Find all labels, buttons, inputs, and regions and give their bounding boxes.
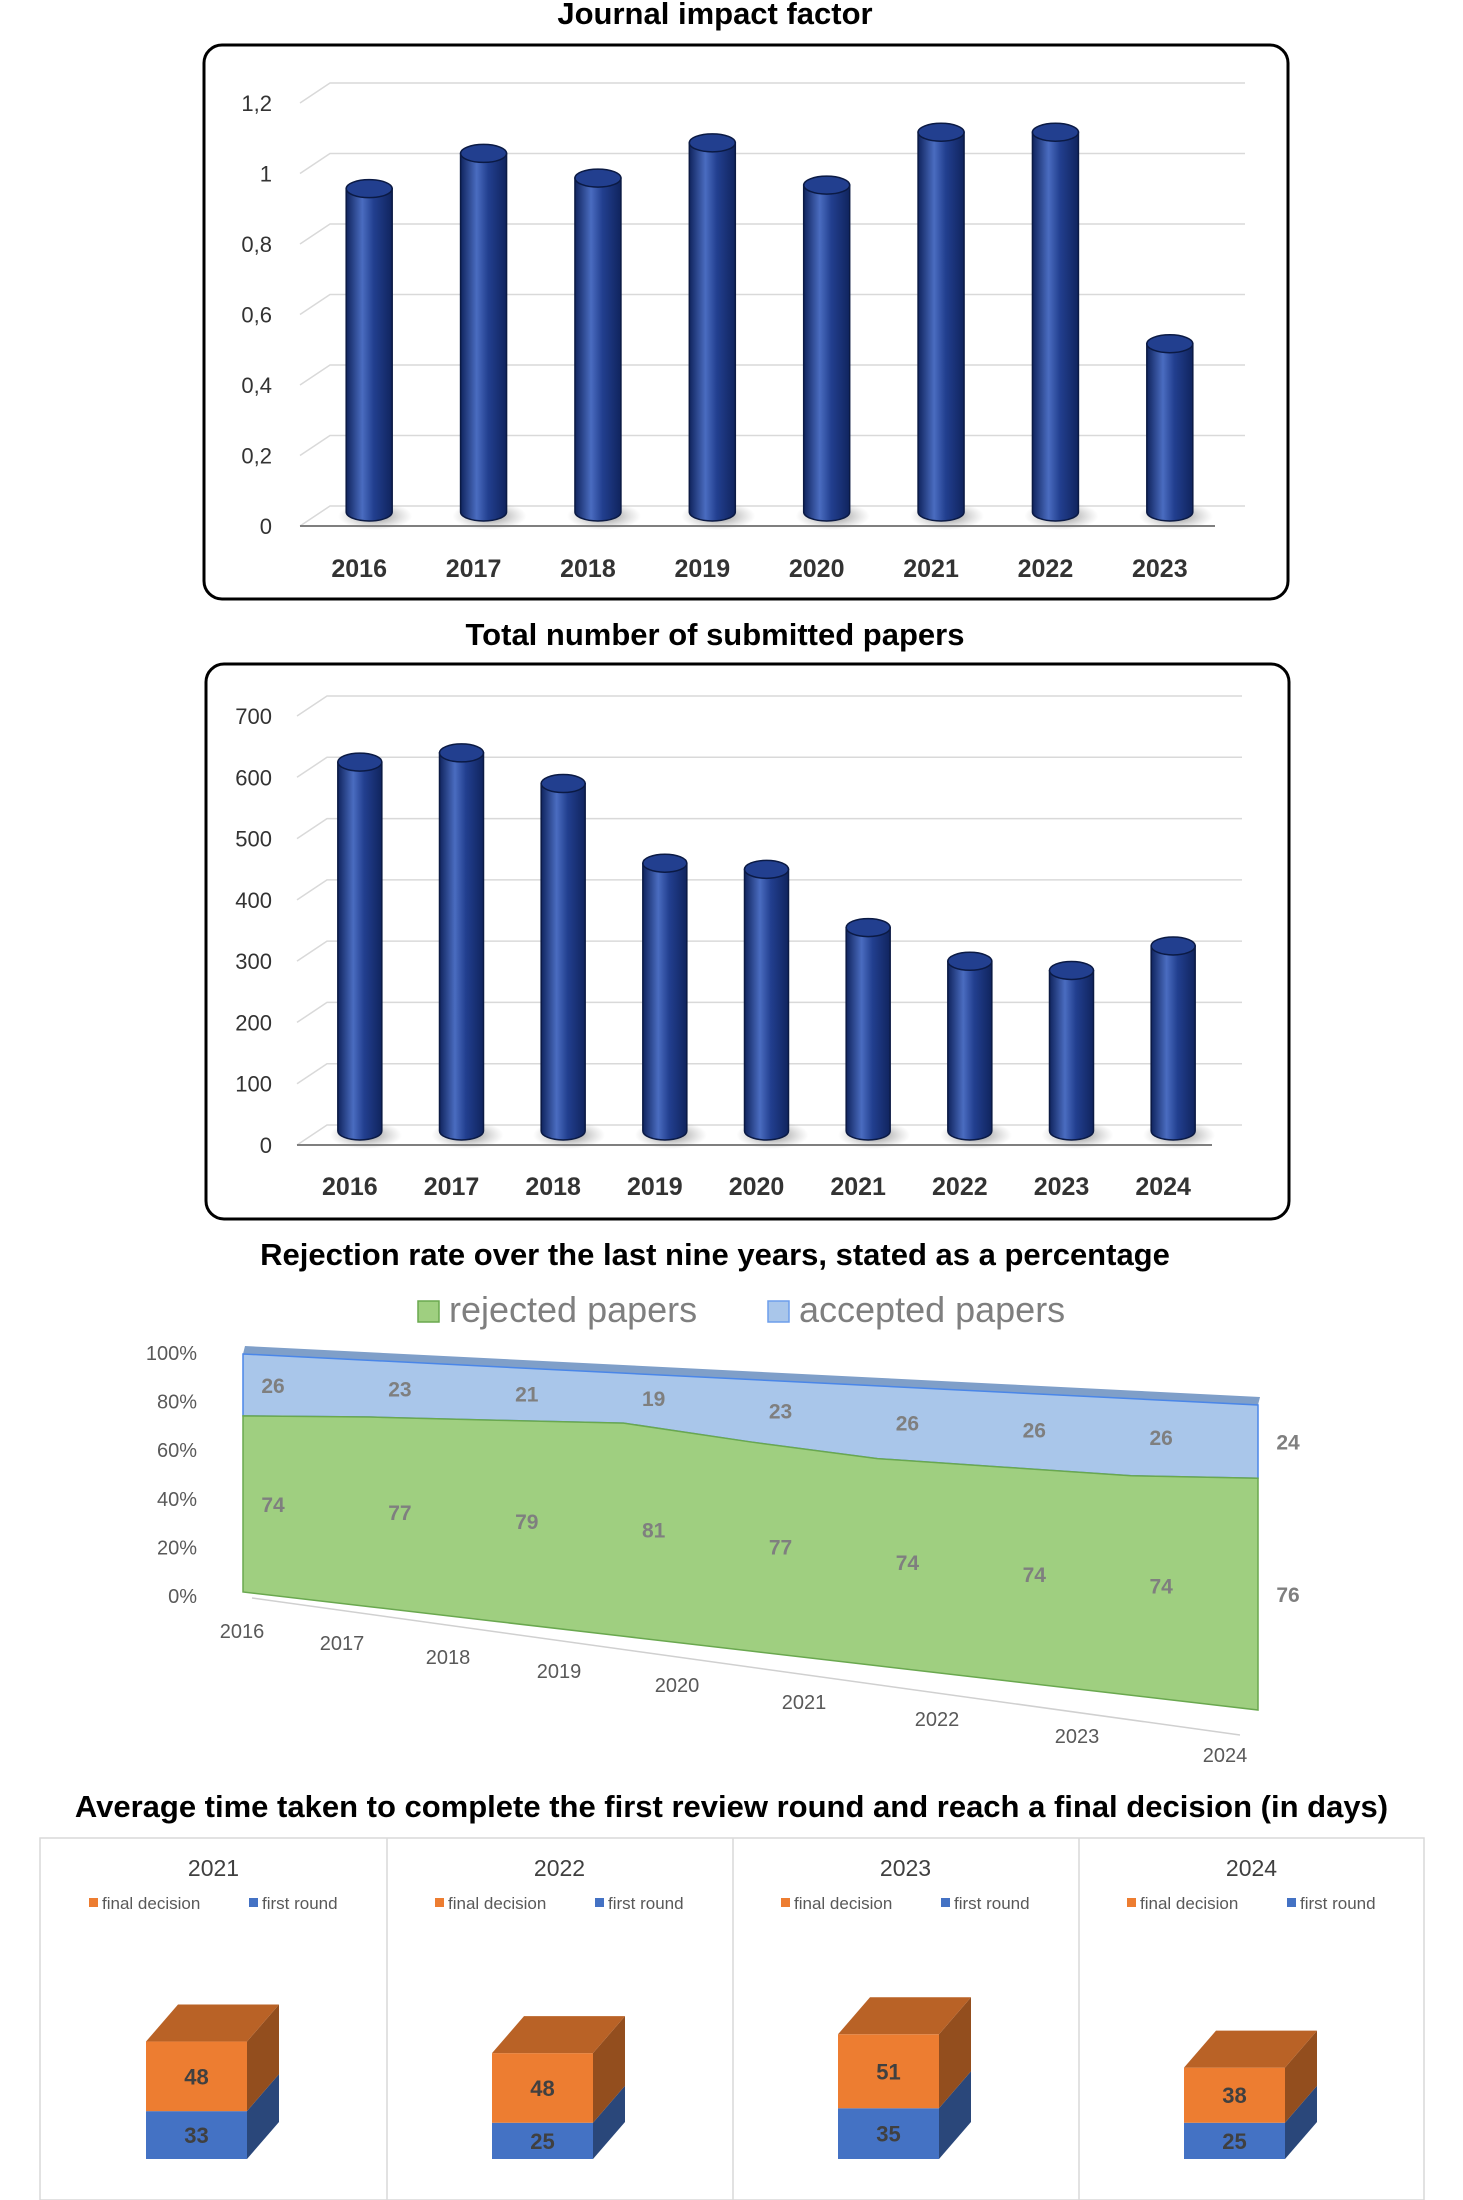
y-tick-label: 0	[259, 1133, 272, 1158]
x-tick-label: 2016	[322, 1173, 378, 1201]
panel-title: 2022	[533, 1855, 586, 1881]
data-label-accepted: 26	[1149, 1427, 1173, 1451]
x-tick-label: 2017	[423, 1173, 480, 1201]
x-tick-label: 2020	[654, 1675, 700, 1697]
y-tick-label: 0,6	[241, 302, 272, 328]
y-tick-label: 700	[235, 704, 272, 729]
y-tick-label: 1,2	[241, 91, 272, 116]
x-tick-label: 2021	[830, 1173, 886, 1201]
legend-swatch-final	[1127, 1898, 1136, 1907]
y-tick-label: 80%	[156, 1391, 197, 1414]
panel-title: 2023	[879, 1855, 932, 1881]
legend-label-first: first round	[608, 1894, 684, 1913]
x-tick-label: 2018	[560, 555, 616, 583]
x-tick-label: 2019	[674, 555, 731, 583]
y-tick-label: 300	[235, 949, 272, 975]
x-tick-label: 2016	[219, 1621, 265, 1643]
data-label: 38	[1222, 2083, 1247, 2109]
x-tick-label: 2023	[1132, 555, 1188, 583]
data-label-accepted: 26	[261, 1374, 285, 1398]
panel-title: 2024	[1225, 1855, 1278, 1881]
data-label-accepted: 26	[1022, 1419, 1046, 1443]
x-tick-label: 2022	[932, 1173, 988, 1201]
y-tick-label: 0,4	[241, 373, 272, 398]
data-label: 48	[184, 2064, 209, 2090]
legend-swatch-first	[595, 1898, 604, 1907]
x-tick-label: 2020	[728, 1173, 785, 1201]
x-tick-label: 2019	[627, 1173, 683, 1201]
x-tick-label: 2022	[1017, 555, 1074, 583]
y-tick-label: 500	[235, 826, 272, 852]
data-label: 25	[1222, 2128, 1247, 2154]
x-tick-label: 2018	[525, 1173, 581, 1201]
legend-swatch-first	[941, 1898, 950, 1907]
legend-label-first: first round	[954, 1894, 1030, 1913]
x-tick-label: 2024	[1135, 1173, 1191, 1201]
legend-label-accepted: accepted papers	[799, 1289, 1066, 1330]
legend-swatch-final	[781, 1898, 790, 1907]
y-tick-label: 0%	[168, 1586, 197, 1608]
data-label-rejected: 76	[1276, 1584, 1300, 1608]
data-label-rejected: 77	[388, 1501, 412, 1525]
x-tick-label: 2018	[425, 1647, 471, 1669]
data-label-accepted: 26	[895, 1412, 920, 1436]
legend-label-final: final decision	[448, 1894, 547, 1913]
data-label-rejected: 74	[895, 1552, 920, 1576]
y-tick-label: 200	[235, 1010, 272, 1036]
x-tick-label: 2019	[536, 1661, 582, 1683]
x-tick-label: 2024	[1202, 1745, 1248, 1767]
y-tick-label: 40%	[156, 1488, 197, 1511]
data-label: 48	[530, 2075, 555, 2101]
x-tick-label: 2021	[903, 555, 959, 583]
y-tick-label: 1	[259, 161, 272, 187]
data-label-rejected: 74	[1149, 1575, 1173, 1599]
legend-label-first: first round	[262, 1894, 338, 1913]
data-label: 51	[876, 2059, 901, 2085]
legend-label-final: final decision	[1140, 1894, 1239, 1913]
legend-swatch-final	[435, 1898, 444, 1907]
legend-swatch-first	[249, 1898, 258, 1907]
data-label: 33	[184, 2123, 209, 2149]
y-tick-label: 60%	[156, 1440, 197, 1463]
x-tick-label: 2023	[1033, 1173, 1090, 1201]
legend-label-final: final decision	[102, 1894, 201, 1913]
chart2-title: Total number of submitted papers	[465, 617, 965, 652]
data-label-rejected: 74	[261, 1493, 285, 1517]
legend-label-rejected: rejected papers	[449, 1289, 698, 1330]
data-label-rejected: 74	[1022, 1563, 1046, 1587]
y-tick-label: 0,2	[241, 443, 272, 469]
data-label: 35	[876, 2121, 901, 2147]
data-label-rejected: 81	[641, 1519, 666, 1543]
x-tick-label: 2020	[788, 555, 845, 583]
panel-title: 2021	[187, 1855, 240, 1881]
y-tick-label: 100%	[145, 1343, 197, 1365]
y-tick-label: 0	[259, 514, 272, 539]
y-tick-label: 100	[235, 1071, 272, 1097]
data-label-accepted: 21	[515, 1383, 539, 1407]
data-label-rejected: 79	[515, 1510, 539, 1534]
y-tick-label: 600	[235, 765, 272, 791]
y-tick-label: 400	[235, 887, 272, 913]
data-label-accepted: 24	[1276, 1431, 1300, 1455]
x-tick-label: 2023	[1054, 1726, 1100, 1748]
chart1-title: Journal impact factor	[557, 0, 873, 31]
x-tick-label: 2017	[319, 1633, 365, 1655]
data-label-accepted: 23	[768, 1400, 793, 1424]
data-label-rejected: 77	[768, 1536, 793, 1560]
y-tick-label: 0,8	[241, 232, 272, 257]
chart3-title: Rejection rate over the last nine years, stated as a percentage	[260, 1237, 1170, 1272]
legend-swatch-first	[1287, 1898, 1296, 1907]
legend-label-final: final decision	[794, 1894, 893, 1913]
x-tick-label: 2016	[331, 555, 387, 583]
legend-swatch-final	[89, 1898, 98, 1907]
x-tick-label: 2017	[445, 555, 502, 583]
x-tick-label: 2022	[914, 1709, 960, 1731]
legend-label-first: first round	[1300, 1894, 1376, 1913]
data-label-accepted: 19	[641, 1388, 666, 1412]
data-label-accepted: 23	[388, 1378, 412, 1402]
y-tick-label: 20%	[156, 1537, 197, 1560]
chart4-title: Average time taken to complete the first review round and reach a final decision (in days)	[74, 1789, 1389, 1824]
x-tick-label: 2021	[781, 1692, 827, 1714]
data-label: 25	[530, 2128, 555, 2154]
